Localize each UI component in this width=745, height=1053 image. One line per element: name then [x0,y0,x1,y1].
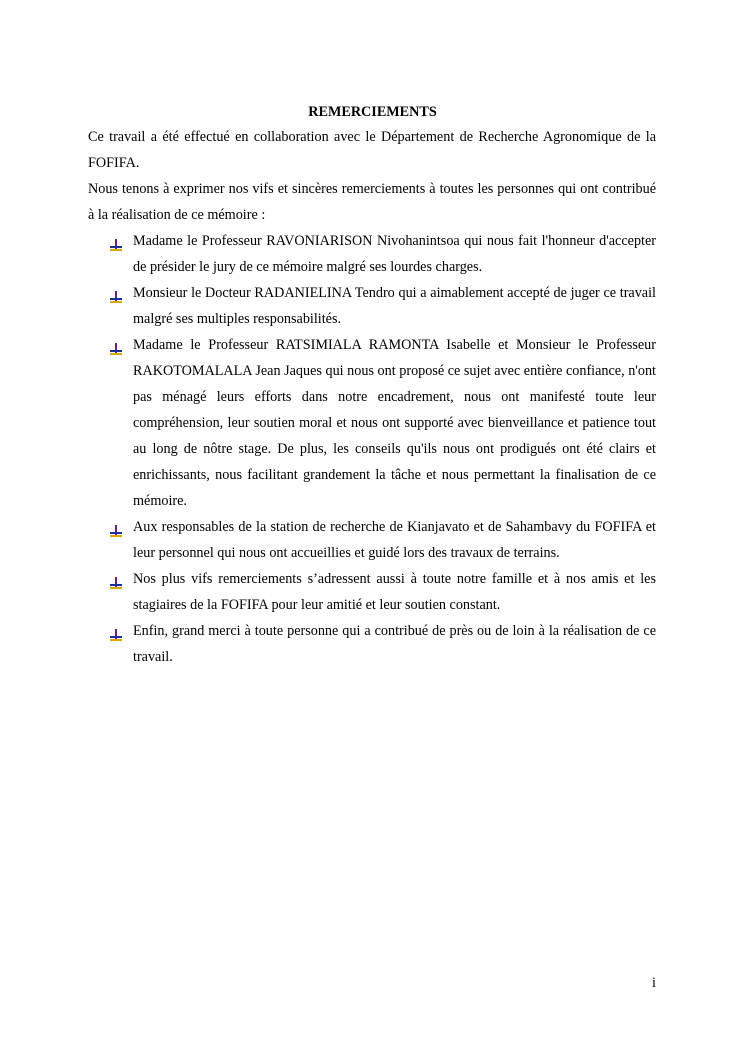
document-body [88,124,656,670]
list-item [88,280,656,332]
crosshair-bullet-icon [110,572,122,584]
acknowledgement-text: Madame le Professeur RATSIMIALA RAMONTA Isabelle et Monsieur le Professeur RAKOTOMALALA Jean Jaques qui nous ont proposé ce sujet avec entière confiance, n'ont pas ménagé leurs efforts dans notre encadrement, nous ont manifesté toute leur compréhension, leur soutien moral et nous ont supporté avec bienveillance et patience tout au long de nôtre stage. De plus, les conseils qu'ils nous ont prodigués ont été clairs et enrichissants, nous facilitant grandement la tâche et nous permettant la finalisation de ce mémoire. [133,337,656,509]
crosshair-bullet-icon [110,286,122,298]
acknowledgement-text: Madame le Professeur RAVONIARISON Nivohanintsoa qui nous fait l'honneur d'accepter de présider le jury de ce mémoire malgré ses lourdes charges. [133,233,656,275]
crosshair-bullet-icon [110,338,122,350]
page-title: REMERCIEMENTS [308,104,437,120]
list-item [88,618,656,670]
list-item [88,332,656,514]
acknowledgement-text: Nos plus vifs remerciements s’adressent aussi à toute notre famille et à nos amis et les stagiaires de la FOFIFA pour leur amitié et leur soutien constant. [133,571,656,613]
crosshair-bullet-icon [110,624,122,636]
crosshair-bullet-icon [110,520,122,532]
acknowledgement-text: Enfin, grand merci à toute personne qui a contribué de près ou de loin à la réalisation de ce travail. [133,623,656,665]
acknowledgement-text: Monsieur le Docteur RADANIELINA Tendro qui a aimablement accepté de juger ce travail malgré ses multiples responsabilités. [133,285,656,327]
acknowledgement-text: Aux responsables de la station de recherche de Kianjavato et de Sahambavy du FOFIFA et leur personnel qui nous ont accueillies et guidé lors des travaux de terrains. [133,519,656,561]
crosshair-bullet-icon [110,234,122,246]
list-item [88,566,656,618]
intro-paragraph: Ce travail a été effectué en collaboration avec le Département de Recherche Agronomique de la FOFIFA. [88,129,656,171]
page-number: i [652,975,656,991]
list-item [88,514,656,566]
list-item [88,228,656,280]
acknowledgements-list [88,228,656,670]
thanks-paragraph: Nous tenons à exprimer nos vifs et sincères remerciements à toutes les personnes qui ont contribué à la réalisation de ce mémoire : [88,181,656,223]
